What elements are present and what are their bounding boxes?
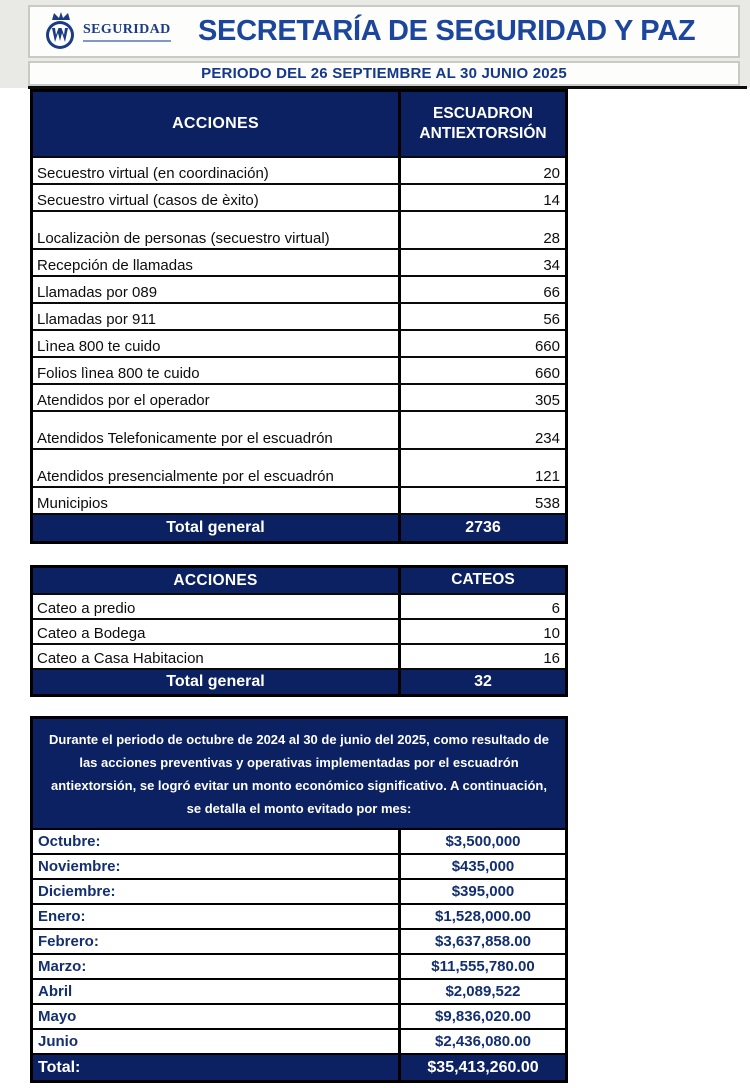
- table-row: [33, 410, 565, 448]
- table-cateos: [30, 565, 568, 697]
- row-value: 34: [543, 257, 560, 274]
- row-value: 28: [543, 230, 560, 247]
- row-label: Cateo a Casa Habitacion: [33, 645, 401, 668]
- table-escuadron: [30, 89, 568, 544]
- table-row: [33, 643, 565, 668]
- month-row: [33, 1028, 565, 1053]
- row-value: 234: [534, 430, 560, 447]
- month-label: Noviembre:: [33, 855, 401, 878]
- total-value: 32: [474, 673, 492, 690]
- row-value: 14: [543, 192, 560, 209]
- table-row: [33, 383, 565, 410]
- month-label: Abril: [33, 980, 401, 1003]
- month-row: [33, 1003, 565, 1028]
- table-cateos-total-row: [33, 668, 565, 694]
- table-row: [33, 156, 565, 183]
- month-label: Marzo:: [33, 955, 401, 978]
- month-value: $11,555,780.00: [431, 958, 535, 975]
- row-value: 16: [543, 650, 560, 667]
- table-row: [33, 275, 565, 302]
- montos-body: [33, 828, 565, 1053]
- month-row: [33, 878, 565, 903]
- table-row: [33, 618, 565, 643]
- table-escuadron-body: [33, 156, 565, 513]
- month-value: $2,436,080.00: [435, 1033, 531, 1050]
- row-label: Llamadas por 911: [33, 304, 401, 329]
- month-row: [33, 978, 565, 1003]
- row-value: 660: [534, 365, 560, 382]
- logo-wordmark: SEGURIDAD: [83, 21, 171, 37]
- row-label: Lìnea 800 te cuido: [33, 331, 401, 356]
- montos-total-label: Total:: [33, 1055, 401, 1080]
- month-label: Enero:: [33, 905, 401, 928]
- table-cateos-header: [33, 568, 565, 593]
- month-value: $3,500,000: [445, 833, 521, 850]
- row-label: Recepción de llamadas: [33, 250, 401, 275]
- row-label: Llamadas por 089: [33, 277, 401, 302]
- month-label: Febrero:: [33, 930, 401, 953]
- month-label: Mayo: [33, 1005, 401, 1028]
- month-value: $2,089,522: [445, 983, 521, 1000]
- table-row: [33, 302, 565, 329]
- montos-total-row: [33, 1053, 565, 1080]
- row-label: Secuestro virtual (casos de èxito): [33, 185, 401, 210]
- row-label: Cateo a predio: [33, 595, 401, 618]
- month-row: [33, 853, 565, 878]
- table-row: [33, 486, 565, 513]
- logo-subtext-bar: [83, 40, 171, 42]
- month-label: Diciembre:: [33, 880, 401, 903]
- table-row: [33, 210, 565, 248]
- row-value: 305: [534, 392, 560, 409]
- month-value: $395,000: [451, 883, 515, 900]
- month-value: $435,000: [451, 858, 515, 875]
- row-value: 66: [543, 284, 560, 301]
- logo-text-wrap: [83, 22, 171, 42]
- month-row: [33, 928, 565, 953]
- row-label: Folios lìnea 800 te cuido: [33, 358, 401, 383]
- table-row: [33, 356, 565, 383]
- seguridad-logo: [30, 11, 198, 53]
- row-label: Cateo a Bodega: [33, 620, 401, 643]
- table-escuadron-header: [33, 92, 565, 156]
- row-label: Secuestro virtual (en coordinación): [33, 158, 401, 183]
- col-header-cateos: CATEOS: [401, 568, 565, 593]
- montos-total-value: $35,413,260.00: [427, 1058, 539, 1076]
- row-value: 538: [534, 495, 560, 512]
- col-header-acciones-cateos: ACCIONES: [33, 568, 401, 593]
- row-label: Localizaciòn de personas (secuestro virtual): [33, 212, 401, 248]
- month-value: $1,528,000.00: [435, 908, 531, 925]
- table-row: [33, 448, 565, 486]
- month-row: [33, 903, 565, 928]
- seguridad-crown-emblem-icon: [42, 11, 78, 53]
- row-value: 660: [534, 338, 560, 355]
- page-title: SECRETARÍA DE SEGURIDAD Y PAZ: [198, 15, 696, 47]
- row-value: 121: [534, 468, 560, 485]
- header: [28, 5, 740, 58]
- col-header-acciones: ACCIONES: [33, 92, 401, 156]
- row-value: 6: [551, 600, 560, 617]
- periodo-text: PERIODO DEL 26 SEPTIEMBRE AL 30 JUNIO 2025: [201, 65, 567, 82]
- month-row: [33, 828, 565, 853]
- total-label: Total general: [33, 515, 401, 541]
- month-row: [33, 953, 565, 978]
- col-header-escuadron-antiextorsion: ESCUADRON ANTIEXTORSIÓN: [401, 92, 565, 156]
- table-row: [33, 183, 565, 210]
- total-label: Total general: [33, 670, 401, 694]
- month-label: Octubre:: [33, 830, 401, 853]
- table-row: [33, 593, 565, 618]
- montos-paragraph: Durante el periodo de octubre de 2024 al 30 de junio del 2025, como resultado de las acciones preventivas y operativas implementadas por el escuadrón antiextorsión, se logró evitar un monto económico significativo. A continuación, se detalla el monto evitado por mes:: [33, 719, 565, 828]
- table-row: [33, 248, 565, 275]
- row-value: 56: [543, 311, 560, 328]
- row-value: 20: [543, 165, 560, 182]
- total-value: 2736: [465, 519, 501, 536]
- row-label: Atendidos presencialmente por el escuadrón: [33, 450, 401, 486]
- month-value: $3,637,858.00: [435, 933, 531, 950]
- periodo-banner: [28, 61, 740, 86]
- table-cateos-body: [33, 593, 565, 668]
- row-label: Municipios: [33, 488, 401, 513]
- table-escuadron-total-row: [33, 513, 565, 541]
- row-value: 10: [543, 625, 560, 642]
- month-label: Junio: [33, 1030, 401, 1053]
- row-label: Atendidos por el operador: [33, 385, 401, 410]
- row-label: Atendidos Telefonicamente por el escuadrón: [33, 412, 401, 448]
- month-value: $9,836,020.00: [435, 1008, 531, 1025]
- montos-block: [30, 716, 568, 1083]
- table-row: [33, 329, 565, 356]
